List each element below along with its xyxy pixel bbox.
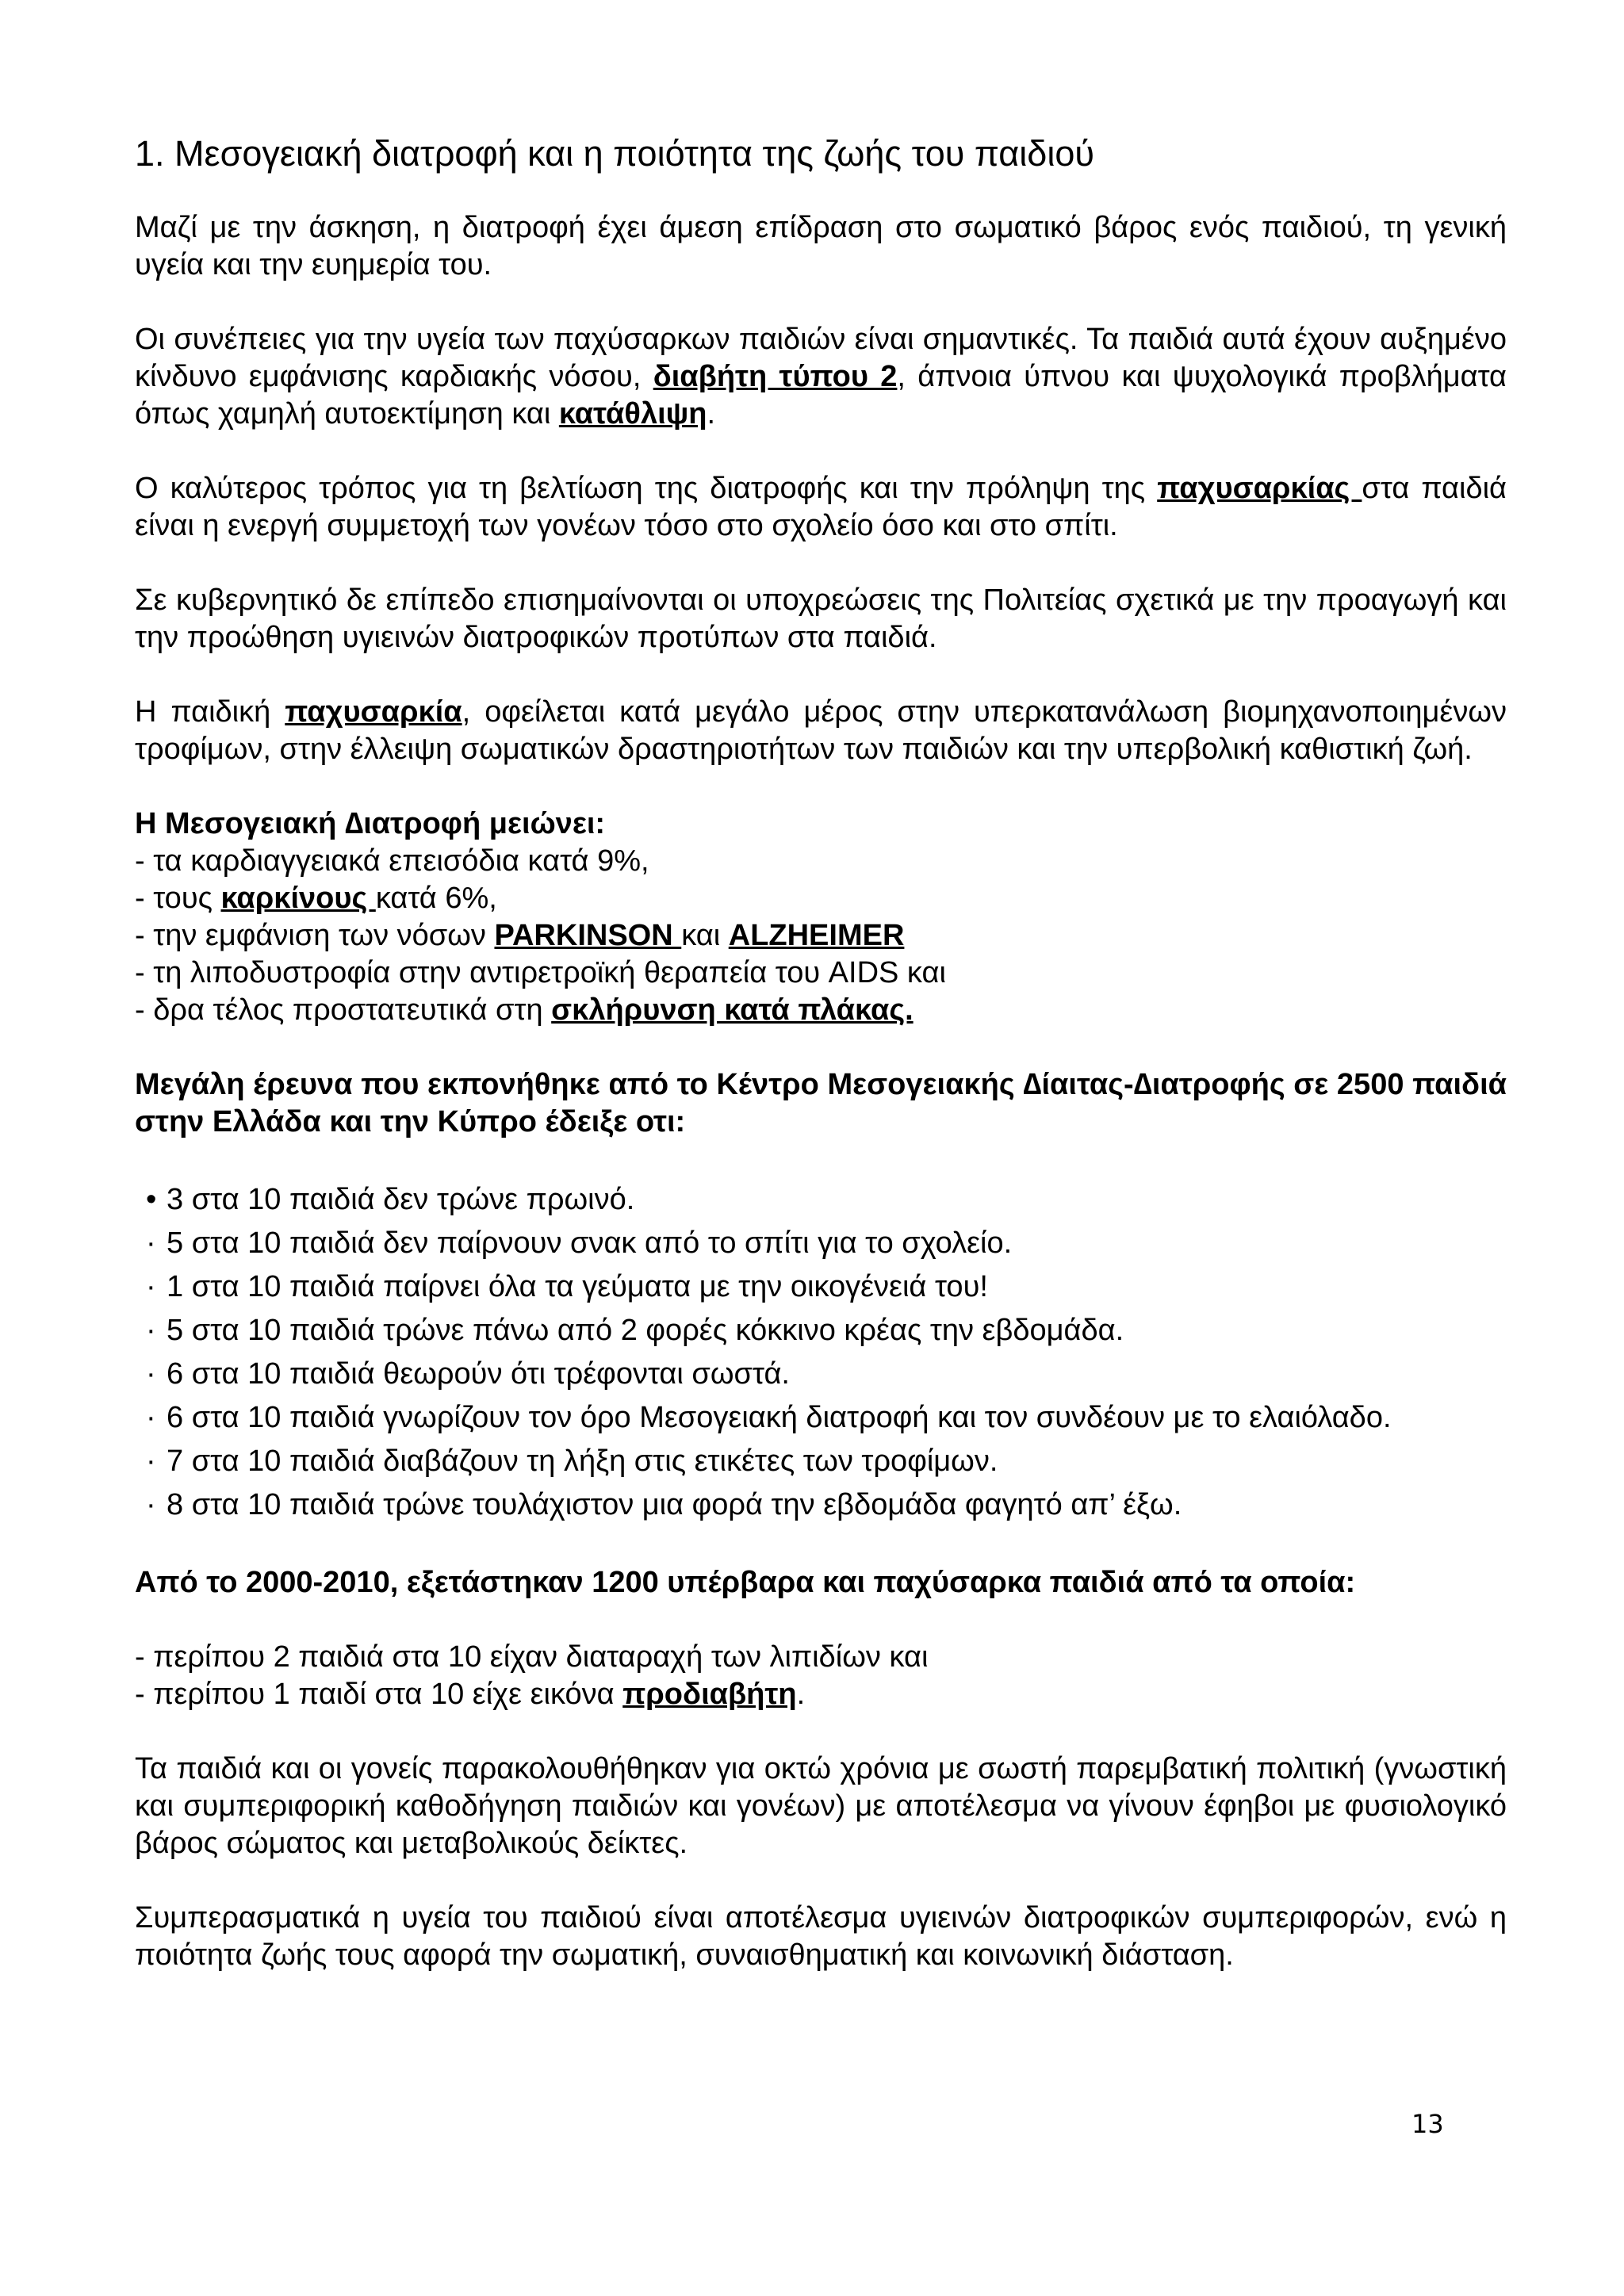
link-depression[interactable]: κατάθλιψη xyxy=(558,397,707,430)
bullet-icon: · xyxy=(146,1226,156,1260)
link-alzheimer[interactable]: ALZHEIMER xyxy=(728,919,905,952)
paragraph-government: Σε κυβερνητικό δε επίπεδο επισημαίνονται οι υποχρεώσεις της Πολιτείας σχετικά με την προαγωγή και την προώθηση υγιεινών διατροφικών προτύπων στα παιδιά. xyxy=(135,584,1507,654)
bullet-icon: · xyxy=(146,1401,156,1434)
link-prediabetes[interactable]: προδιαβήτη xyxy=(622,1678,797,1711)
bullet-icon: · xyxy=(146,1357,156,1391)
bullet-icon: · xyxy=(146,1488,156,1521)
paragraph-conclusion: Συμπερασματικά η υγεία του παιδιού είναι αποτέλεσμα υγιεινών διατροφικών συμπεριφορών, ενώ η ποιότητα ζωής τους αφορά την σωματική, συναισθηματική και κοινωνική διάσταση. xyxy=(135,1901,1507,1972)
research-findings-list xyxy=(135,1178,1507,1527)
link-obesity-2[interactable]: παχυσαρκία xyxy=(285,695,462,729)
list-item xyxy=(135,1676,1507,1713)
research-heading: Μεγάλη έρευνα που εκπονήθηκε από το Κέντρο Μεσογειακής ∆ίαιτας-∆ιατροφής σε 2500 παιδιά στην Ελλάδα και την Κύπρο έδειξε οτι: xyxy=(135,1068,1507,1138)
bullet-text: 5 στα 10 παιδιά δεν παίρνουν σνακ από το σπίτι για το σχολείο. xyxy=(167,1226,1013,1260)
bullet-item xyxy=(135,1396,1507,1440)
bullet-item xyxy=(135,1265,1507,1309)
list-item xyxy=(135,880,1507,917)
study-heading: Από το 2000-2010, εξετάστηκαν 1200 υπέρβαρα και παχύσαρκα παιδιά από τα οποία: xyxy=(135,1566,1356,1599)
text-span: και xyxy=(681,919,729,952)
link-obesity[interactable]: παχυσαρκίας xyxy=(1157,472,1362,505)
study-results-list xyxy=(135,1639,1507,1713)
document-page xyxy=(135,132,1507,2011)
paragraph-consequences xyxy=(135,321,1507,433)
link-diabetes-type2[interactable]: διαβήτη τύπου 2 xyxy=(653,360,898,393)
text-span: στα παιδιά είναι η ενεργή συμμετοχή των γονέων τόσο στο σχολείο όσο και στο σπίτι. xyxy=(135,472,1507,542)
text-span: κατά 6%, xyxy=(375,882,497,915)
bullet-item xyxy=(135,1440,1507,1483)
mediterranean-diet-benefits-list xyxy=(135,806,1507,1029)
list-heading: Η Μεσογειακή ∆ιατροφή μειώνει: xyxy=(135,807,606,840)
text-span: Οι συνέπειες για την υγεία των παχύσαρκων παιδιών είναι σημαντικές. Τα παιδιά αυτά έχουν αυξημένο κίνδυνο εμφάνισης καρδιακής νόσου, xyxy=(135,323,1507,393)
bullet-text: 7 στα 10 παιδιά διαβάζουν τη λήξη στις ετικέτες των τροφίμων. xyxy=(167,1445,998,1478)
text-span: Η παιδική xyxy=(135,695,285,729)
text-span: - περίπου 1 παιδί στα 10 είχε εικόνα xyxy=(135,1678,623,1711)
bullet-icon: · xyxy=(146,1445,156,1478)
bullet-item xyxy=(135,1178,1507,1222)
bullet-text: 6 στα 10 παιδιά γνωρίζουν τον όρο Μεσογειακή διατροφή και τον συνδέουν με το ελαιόλαδο. xyxy=(167,1401,1392,1434)
text-span: - τους xyxy=(135,882,221,915)
bullet-text: 3 στα 10 παιδιά δεν τρώνε πρωινό. xyxy=(167,1183,635,1216)
list-item xyxy=(135,917,1507,955)
list-item: - τα καρδιαγγειακά επεισόδια κατά 9%, xyxy=(135,844,649,878)
link-cancer[interactable]: καρκίνους xyxy=(220,882,376,915)
bullet-icon: · xyxy=(146,1314,156,1347)
link-multiple-sclerosis[interactable]: σκλήρυνση κατά πλάκας. xyxy=(551,993,914,1027)
text-span: - δρα τέλος προστατευτικά στη xyxy=(135,993,552,1027)
bullet-text: 6 στα 10 παιδιά θεωρούν ότι τρέφονται σωστά. xyxy=(167,1357,790,1391)
text-span: . xyxy=(707,397,716,430)
text-span: , άπνοια ύπνου και ψυχολογικά προβλήματα όπως χαμηλή αυτοεκτίμηση και xyxy=(135,360,1507,430)
bullet-text: 5 στα 10 παιδιά τρώνε πάνω από 2 φορές κόκκινο κρέας την εβδομάδα. xyxy=(167,1314,1124,1347)
text-span: Ο καλύτερος τρόπος για τη βελτίωση της διατροφής και την πρόληψη της xyxy=(135,472,1158,505)
paragraph-exercise-diet: Μαζί με την άσκηση, η διατροφή έχει άμεση επίδραση στο σωματικό βάρος ενός παιδιού, τη γενική υγεία και την ευημερία του. xyxy=(135,211,1507,281)
bullet-item xyxy=(135,1309,1507,1353)
bullet-text: 1 στα 10 παιδιά παίρνει όλα τα γεύματα με την οικογένειά του! xyxy=(167,1270,988,1303)
paragraph-childhood-obesity xyxy=(135,694,1507,768)
list-item: - περίπου 2 παιδιά στα 10 είχαν διαταραχή των λιπιδίων και xyxy=(135,1640,929,1674)
text-span: - την εμφάνιση των νόσων xyxy=(135,919,495,952)
text-span: , οφείλεται κατά μεγάλο μέρος στην υπερκατανάλωση βιομηχανοποιημένων τροφίμων, στην έλλειψη σωματικών δραστηριοτήτων των παιδιών και την υπερβολική καθιστική ζωή. xyxy=(135,695,1507,766)
bullet-item xyxy=(135,1222,1507,1265)
list-item xyxy=(135,992,1507,1029)
section-title: 1. Μεσογειακή διατροφή και η ποιότητα της ζωής του παιδιού xyxy=(135,133,1094,174)
bullet-item xyxy=(135,1483,1507,1527)
list-item: - τη λιποδυστροφία στην αντιρετροϊκή θεραπεία του AIDS και xyxy=(135,956,946,989)
bullet-icon: · xyxy=(146,1270,156,1303)
bullet-text: 8 στα 10 παιδιά τρώνε τουλάχιστον μια φορά την εβδομάδα φαγητό απ’ έξω. xyxy=(167,1488,1182,1521)
bullet-icon: • xyxy=(146,1183,157,1216)
bullet-item xyxy=(135,1353,1507,1396)
paragraph-followup: Τα παιδιά και οι γονείς παρακολουθήθηκαν για οκτώ χρόνια με σωστή παρεμβατική πολιτική (γνωστική και συμπεριφορική καθοδήγηση παιδιών και γονέων) με αποτέλεσμα να γίνουν έφηβοι με φυσιολογικό βάρος σώματος και μεταβολικούς δείκτες. xyxy=(135,1752,1507,1860)
page-number: 13 xyxy=(1411,2109,1444,2139)
paragraph-prevention xyxy=(135,470,1507,545)
text-span: . xyxy=(796,1678,806,1711)
link-parkinson[interactable]: PARKINSON xyxy=(494,919,682,952)
